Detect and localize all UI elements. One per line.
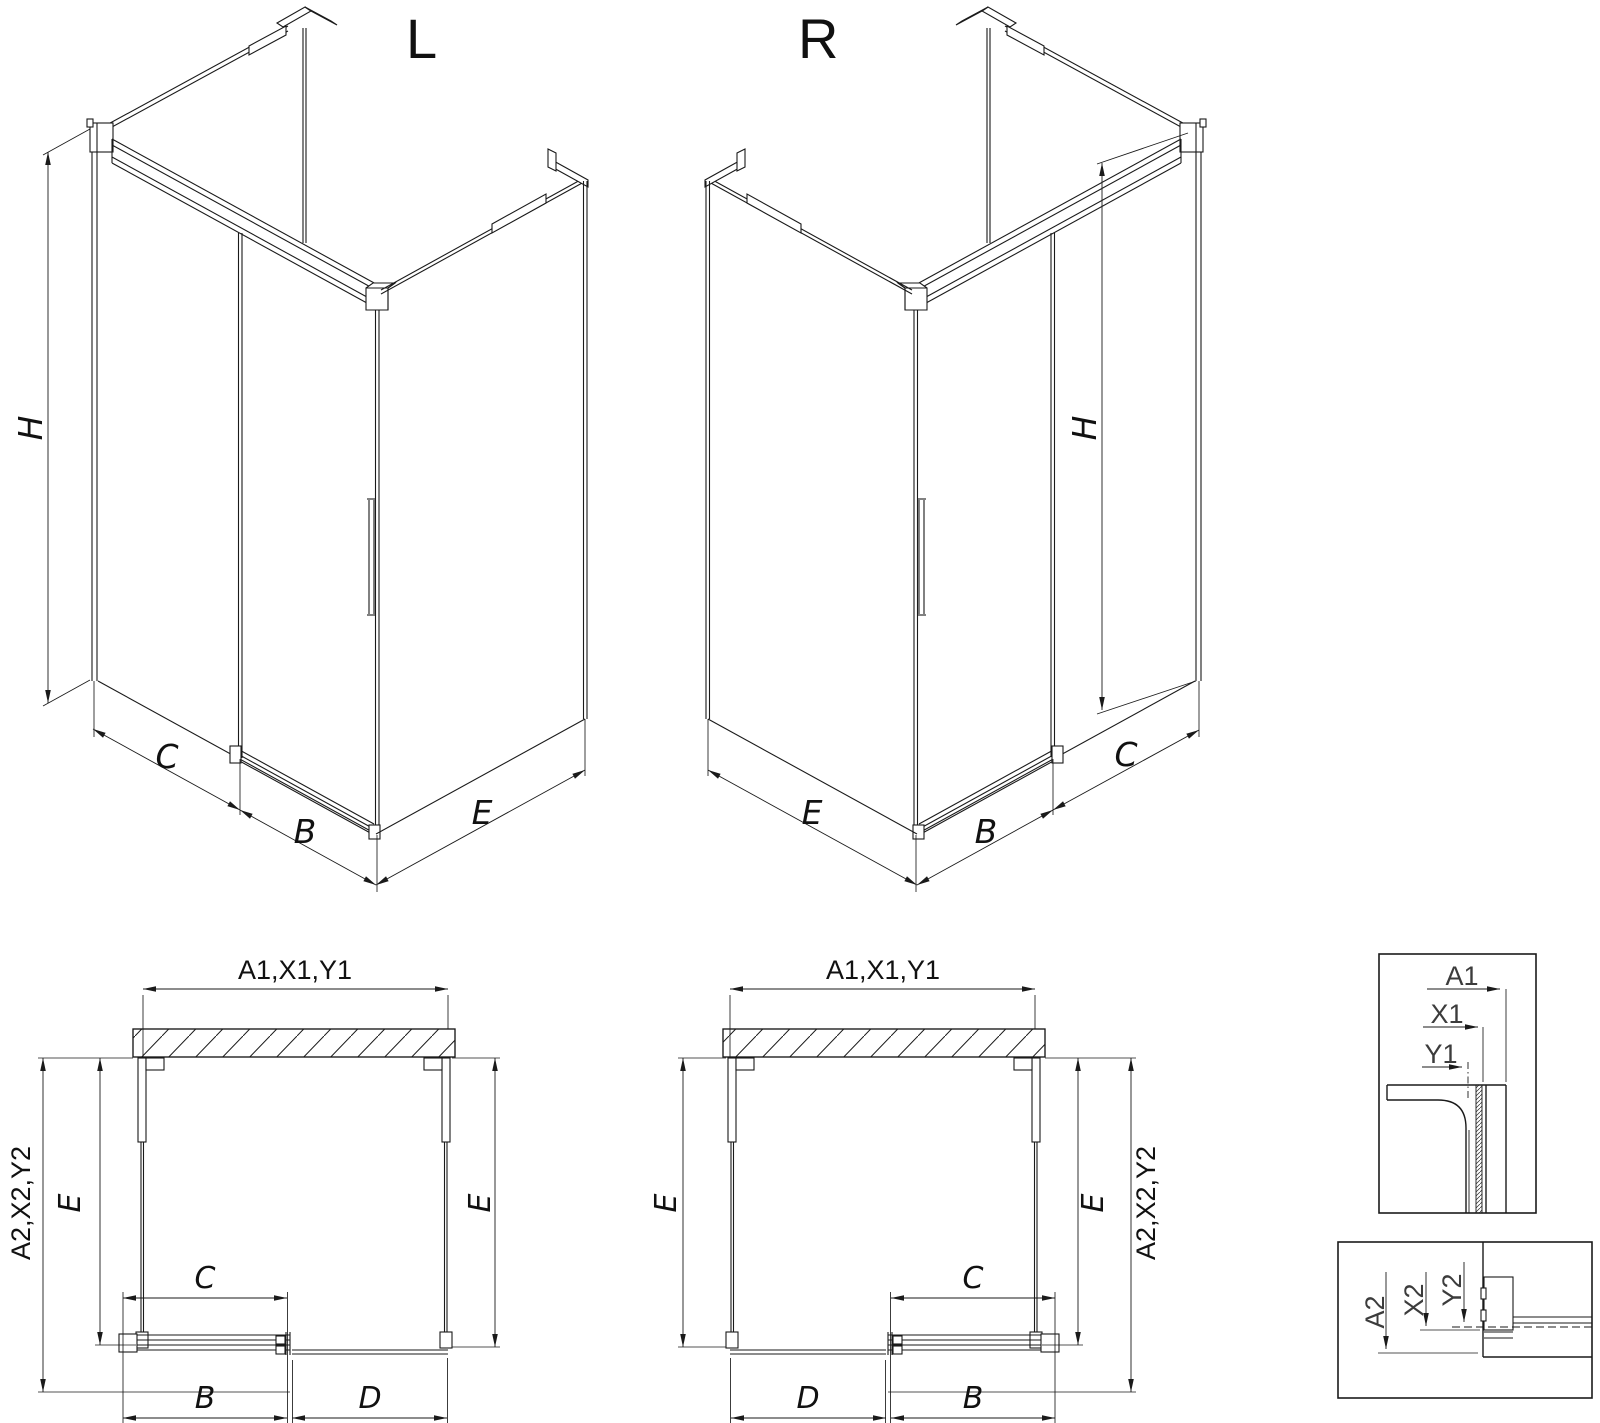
dim-label-e-right-plan-r: E bbox=[1076, 1193, 1111, 1213]
dim-label-y2-detail: Y2 bbox=[1437, 1273, 1467, 1307]
wall-section-plan-l bbox=[133, 1029, 455, 1057]
dim-label-c-right: C bbox=[1114, 735, 1138, 774]
variant-label-right: R bbox=[798, 7, 839, 70]
dim-label-d-plan-r: D bbox=[796, 1381, 820, 1416]
dim-label-a2-plan-r: A2,X2,Y2 bbox=[1131, 1145, 1161, 1261]
dim-label-b-plan-r: B bbox=[962, 1381, 984, 1416]
dim-label-b-left: B bbox=[293, 812, 317, 851]
dim-label-a1-plan-r: A1,X1,Y1 bbox=[825, 955, 941, 985]
dim-label-e-right-plan-l: E bbox=[463, 1193, 498, 1213]
dim-label-e-left-plan-l: E bbox=[53, 1193, 88, 1213]
variant-label-left: L bbox=[406, 7, 438, 70]
dim-label-b-right: B bbox=[974, 812, 998, 851]
dim-label-c-left: C bbox=[155, 737, 179, 776]
dim-label-c-plan-r: C bbox=[962, 1261, 984, 1296]
dim-label-c-plan-l: C bbox=[194, 1261, 216, 1296]
dim-label-a2-plan-l: A2,X2,Y2 bbox=[6, 1145, 36, 1261]
dim-label-b-plan-l: B bbox=[194, 1381, 216, 1416]
dim-label-a2-detail: A2 bbox=[1360, 1295, 1390, 1329]
dim-label-h-left: H bbox=[11, 415, 50, 441]
dim-label-x2-detail: X2 bbox=[1399, 1283, 1429, 1317]
dim-label-e-left-plan-r: E bbox=[649, 1193, 684, 1213]
dim-label-y1-detail: Y1 bbox=[1424, 1039, 1458, 1069]
glass-panel-section bbox=[1476, 1085, 1482, 1213]
dim-label-d-plan-l: D bbox=[358, 1381, 382, 1416]
wall-section-plan-r bbox=[723, 1029, 1045, 1057]
dim-label-e-left: E bbox=[471, 793, 493, 832]
dim-label-h-right: H bbox=[1065, 415, 1104, 441]
dim-label-x1-detail: X1 bbox=[1430, 999, 1464, 1029]
dim-label-e-right: E bbox=[801, 793, 823, 832]
dim-label-a1-detail: A1 bbox=[1445, 961, 1479, 991]
dim-label-a1-plan-l: A1,X1,Y1 bbox=[237, 955, 353, 985]
